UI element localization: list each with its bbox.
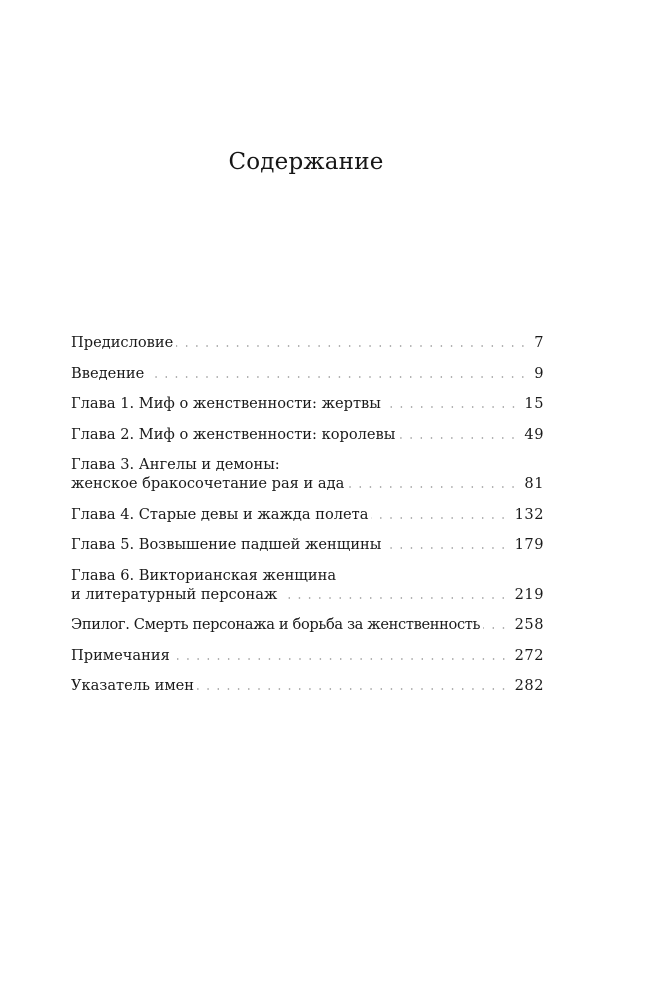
toc-entry-title: Глава 1. Миф о женственности: жертвы xyxy=(71,395,381,412)
toc-entry-name-index[interactable] xyxy=(71,676,544,695)
toc-entry-epilogue[interactable] xyxy=(71,615,544,634)
dot-leader xyxy=(173,647,509,661)
toc-page-number: 15 xyxy=(524,395,544,412)
toc-page-number: 7 xyxy=(534,334,544,351)
toc-page-number: 219 xyxy=(514,585,544,603)
toc-entry-chapter-3[interactable] xyxy=(71,455,544,493)
toc-entry-title-line-1: Глава 6. Викторианская женщина xyxy=(71,566,337,584)
toc-entry-title: Указатель имен xyxy=(71,677,195,694)
dot-leader xyxy=(280,586,508,600)
toc-entry-chapter-6[interactable] xyxy=(71,566,544,604)
toc-entry-title-line-2: и литературный персонаж xyxy=(71,585,278,603)
toc-page-number: 258 xyxy=(514,616,544,633)
toc-entry-notes[interactable] xyxy=(71,646,544,665)
toc-entry-introduction[interactable] xyxy=(71,364,544,383)
toc-entry-title: Эпилог. Смерть персонажа и борьба за женственность xyxy=(71,616,481,633)
toc-entry-title-line-1: Глава 3. Ангелы и демоны: xyxy=(71,456,280,473)
toc-page-number: 282 xyxy=(514,677,544,694)
toc-entry-chapter-1[interactable] xyxy=(71,394,544,413)
dot-leader xyxy=(197,677,509,691)
toc-entry-title: Глава 5. Возвышение падшей женщины xyxy=(71,536,382,553)
dot-leader xyxy=(371,506,508,520)
toc-entry-chapter-4[interactable] xyxy=(71,505,544,524)
toc-entry-preface[interactable] xyxy=(71,333,544,352)
toc-entry-chapter-2[interactable] xyxy=(71,425,544,444)
toc-page-number: 49 xyxy=(524,425,544,443)
toc-entry-title: Глава 4. Старые девы и жажда полета xyxy=(71,505,369,523)
dot-leader xyxy=(384,395,519,409)
dot-leader xyxy=(154,365,528,379)
toc-entry-title: Примечания xyxy=(71,646,170,664)
toc-page-number: 132 xyxy=(514,505,544,523)
toc-entry-title: Предисловие xyxy=(71,334,174,351)
table-of-contents xyxy=(71,333,544,707)
dot-leader xyxy=(176,334,528,348)
dot-leader xyxy=(384,536,508,550)
toc-entry-title-line-2: женское бракосочетание рая и ада xyxy=(71,475,345,492)
toc-entry-chapter-5[interactable] xyxy=(71,535,544,554)
toc-page-number: 81 xyxy=(524,475,544,492)
page-title: Содержание xyxy=(228,149,384,176)
toc-entry-title: Глава 2. Миф о женственности: королевы xyxy=(71,425,396,443)
toc-page-number: 9 xyxy=(534,364,544,382)
dot-leader xyxy=(483,616,509,630)
toc-page-number: 272 xyxy=(514,646,544,664)
dot-leader xyxy=(347,475,518,489)
dot-leader xyxy=(398,426,518,440)
toc-page-number: 179 xyxy=(514,536,544,553)
toc-entry-title: Введение xyxy=(71,364,145,382)
